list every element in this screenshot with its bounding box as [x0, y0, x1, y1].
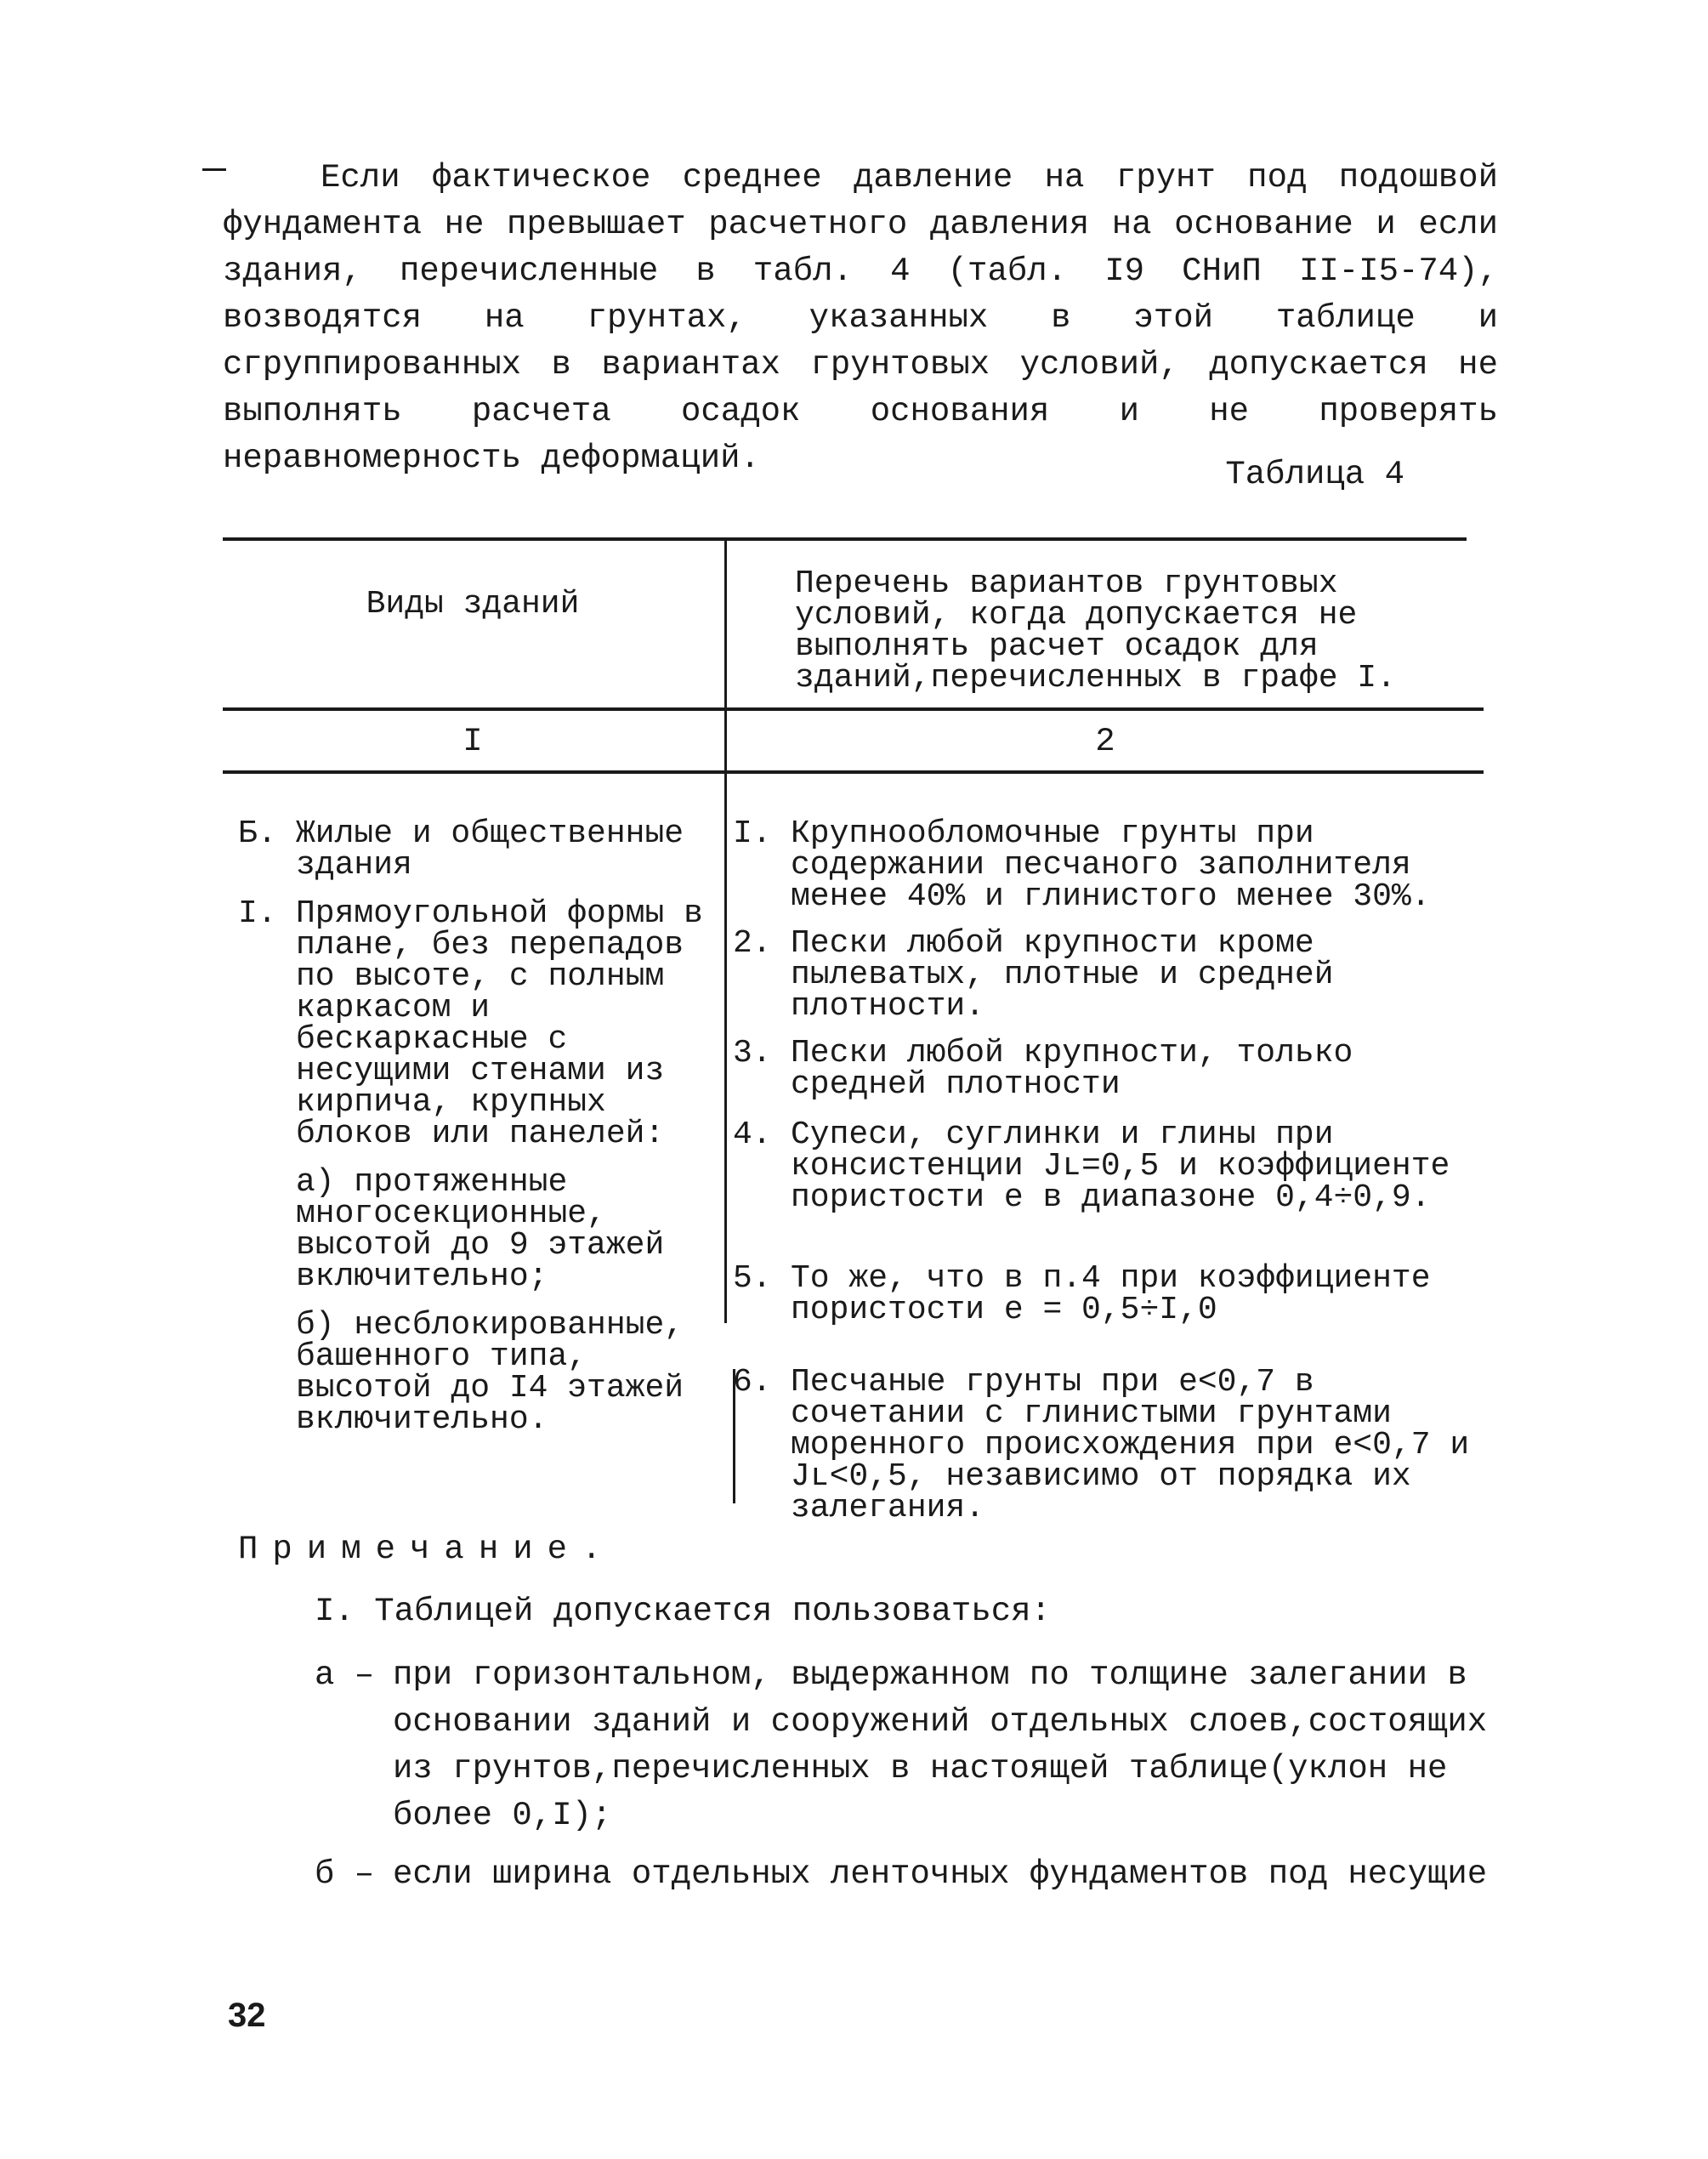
group-marker: Б.: [238, 815, 277, 852]
column-number-2: 2: [1095, 723, 1115, 760]
soil-variant: [733, 1260, 1498, 1328]
note-body: [315, 1588, 1501, 1910]
variant-text: Крупнообломочные грунты при содержании песчаного заполнителя менее 40% и глинистого менее 30%.: [791, 815, 1431, 915]
variant-text: То же, что в п.4 при коэффициенте пористости e = 0,5÷I,0: [791, 1260, 1431, 1328]
table-top-rule: [223, 537, 1467, 541]
variant-text: Пески любой крупности кроме пылеватых, плотные и средней плотности.: [791, 925, 1334, 1025]
soil-variant: [733, 925, 1498, 1025]
intro-paragraph: Если фактическое среднее давление на грунт под подошвой фундамента не превышает расчетного давления на основание и если здания, перечисленные в табл. 4 (табл. I9 СНиП II-I5-74), возводятся на грунтах, указанных в этой таблице и сгруппированных в вариантах грунтовых условий, допускается не выполнять расчета осадок основания и не проверять неравномерность деформаций.: [223, 159, 1498, 477]
table-header-rule: [223, 707, 1484, 711]
soil-variant: [733, 1035, 1498, 1103]
variant-text: Пески любой крупности, только средней плотности: [791, 1035, 1353, 1103]
table-header-col1: Виды зданий: [366, 586, 580, 622]
table-number-rule: [223, 770, 1484, 774]
note-item: [315, 1851, 1501, 1898]
sub-item-b: б) несблокированные, башенного типа, высотой до I4 этажей включительно.: [296, 1307, 684, 1438]
table-right-column: [733, 815, 1498, 1526]
soil-variant: [733, 815, 1498, 915]
table-label: Таблица 4: [1225, 456, 1404, 493]
item-marker: I.: [238, 895, 277, 932]
note-item-text: если ширина отдельных ленточных фундаментов под несущие: [393, 1855, 1488, 1893]
table-left-column: [238, 815, 731, 1452]
item-text: Прямоугольной формы в плане, без перепадов по высоте, с полным каркасом и бескаркасные с несущими стенами из кирпича, крупных блоков или панелей:: [296, 895, 703, 1152]
variant-number: I.: [733, 815, 772, 852]
table-header-col2: Перечень вариантов грунтовых условий, когда допускается не выполнять расчет осадок для зданий,перечисленных в графе I.: [795, 565, 1396, 696]
variant-number: 3.: [733, 1035, 772, 1071]
variant-number: 6.: [733, 1364, 772, 1401]
variant-number: 2.: [733, 925, 772, 962]
sub-item-a: а) протяженные многосекционные, высотой до 9 этажей включительно;: [296, 1164, 665, 1295]
note-item-marker: а –: [315, 1656, 375, 1694]
soil-variant: [733, 1366, 1498, 1524]
building-item: [238, 895, 731, 1152]
group-label: Жилые и общественные здания: [296, 815, 684, 883]
soil-variant: [733, 1116, 1498, 1216]
page-number: 32: [228, 1997, 266, 2034]
variant-number: 4.: [733, 1116, 772, 1153]
note-item-marker: б –: [315, 1855, 375, 1893]
variant-text: Песчаные грунты при e<0,7 в сочетании с глинистыми грунтами моренного происхождения при e<0,7 и Jʟ<0,5, независимо от порядка их залегания.: [791, 1364, 1470, 1526]
variant-text: Супеси, суглинки и глины при консистенции Jʟ=0,5 и коэффициенте пористости e в диапазоне 0,4÷0,9.: [791, 1116, 1450, 1216]
building-group: [238, 815, 731, 883]
note-item: [315, 1652, 1501, 1839]
note-first-line: I. Таблицей допускается пользоваться:: [315, 1593, 1051, 1630]
column-number-1: I: [462, 723, 483, 760]
note-item-text: при горизонтальном, выдержанном по толщине залегании в основании зданий и сооружений отдельных слоев,состоящих из грунтов,перечисленных в настоящей таблице(уклон не более 0,I);: [393, 1656, 1488, 1834]
note-title: Примечание.: [238, 1531, 616, 1568]
variant-number: 5.: [733, 1260, 772, 1297]
